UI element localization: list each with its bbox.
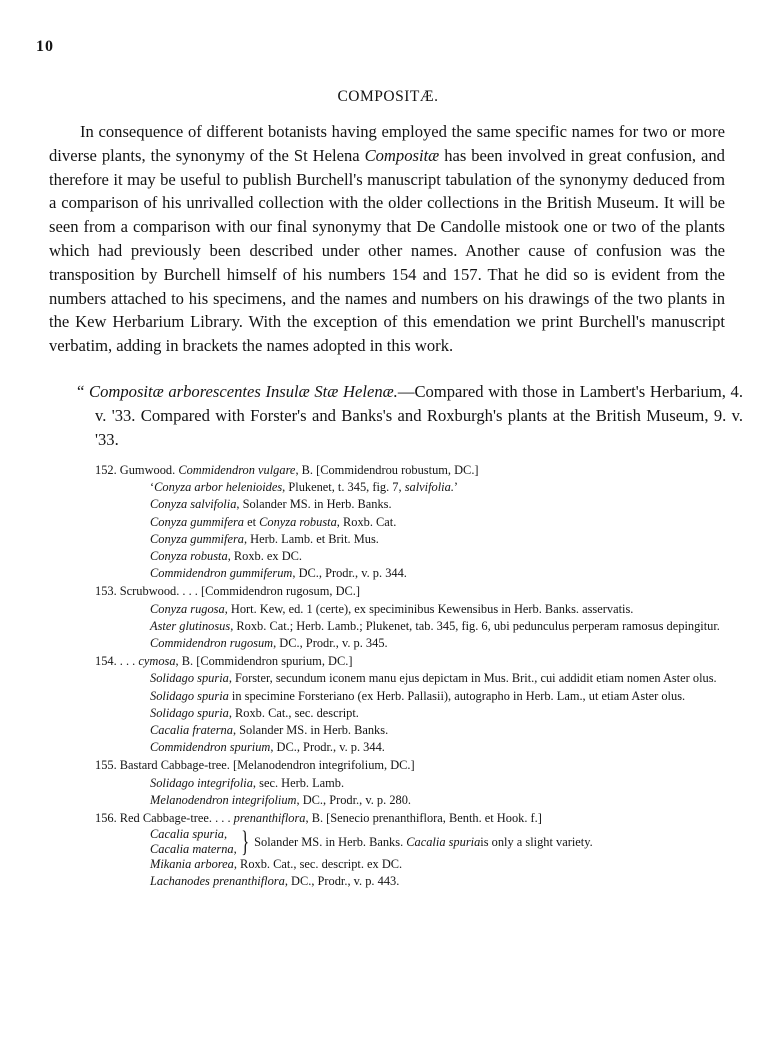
synonym-name: Cacalia spuria (406, 834, 481, 849)
synonym-ref: , Hort. Kew, ed. 1 (certe), ex speciminibus Kewensibus in Herb. Banks. asservatis. (224, 601, 634, 616)
synonym-ref: , Roxb. Cat.; Herb. Lamb.; Plukenet, tab. 345, fig. 6, ubi pedunculus perperam ramosus depingitur. (230, 618, 720, 633)
entry-152 (95, 462, 727, 582)
synonym-ref: , DC., Prodr., v. p. 443. (284, 874, 400, 889)
synonym-line (150, 514, 727, 531)
intro-text-cont: has been involved in great confusion, and therefore it may be useful to publish Burchell's manuscript tabulation of the synonymy deduced from a comparison of his unrivalled collection with the older collections in the British Museum. It will be seen from a comparison with our final synonymy that De Candolle mistook one or two of the plants which had previously been described under other names. Another cause of confusion was the transposition by Burchell himself of his numbers 154 and 157. That he did so is evident from the numbers attached to his specimens, and the names and numbers on his drawings of the two plants in the Kew Herbarium Library. With the exception of this emendation we print Burchell's manuscript verbatim, adding in brackets the names adopted in this work. (49, 145, 725, 356)
right-brace-icon: } (240, 824, 249, 858)
entry-number-name: 156. Red Cabbage-tree. . . . (95, 811, 234, 826)
synonym-line (150, 565, 727, 582)
synonym-ref: , Roxb. Cat. (336, 514, 397, 529)
synonym-name: Mikania arborea (150, 857, 234, 872)
synonym-ref: et (243, 514, 260, 529)
synonym-name: Aster glutinosus (150, 618, 231, 633)
synonym-line (150, 705, 727, 722)
entry-153 (95, 583, 727, 652)
entry-accepted-name: , B. [Commidendron spurium, DC.] (175, 654, 353, 669)
synonym-ref: , Solander MS. in Herb. Banks. (232, 723, 389, 738)
intro-paragraph (49, 120, 725, 358)
synonym-line (150, 635, 727, 652)
synonym-name: Conyza robusta (150, 549, 228, 564)
synonymy-list (95, 462, 727, 892)
synonym-name: Commidendron gummiferum (150, 566, 293, 581)
synonym-ref: , Plukenet, t. 345, fig. 7, (282, 480, 405, 495)
open-quote: ‘ (150, 480, 155, 495)
entry-heading: 155. Bastard Cabbage-tree. [Melanodendron integrifolium, DC.] (95, 758, 415, 773)
synonym-line (150, 670, 727, 687)
synonym-line (150, 601, 727, 618)
synonym-ref: , Forster, secundum iconem manu ejus depictam in Mus. Brit., cui addidit etiam nomen Aster olus. (228, 671, 717, 686)
quote-text: —Compared with those in Lambert's Herbarium, 4. v. '33. Compared with Forster's and Banks's and Roxburgh's plants at the British Museum, 9. v. '33. (95, 382, 744, 449)
synonym-ref: is only a slight variety. (480, 834, 593, 849)
synonym-ref: in specimine Forsteriano (ex Herb. Pallasii), autographo in Herb. Lam., ut etiam Aster olus. (228, 688, 686, 703)
synonym-name: Conyza robusta (259, 514, 337, 529)
synonym-ref: , DC., Prodr., v. p. 280. (296, 792, 412, 807)
synonym-name: Conyza gummifera (150, 531, 244, 546)
page-title: COMPOSITÆ. (337, 88, 439, 105)
synonym-name: Solidago spuria (150, 705, 229, 720)
intro-emphasis: Compositæ (364, 145, 440, 165)
intro-text: In consequence of different botanists having employed the same specific names for two or more diverse plants, the synonymy of the St Helena (49, 122, 725, 165)
entry-heading (95, 810, 727, 827)
synonym-name: Cacalia fraterna (150, 723, 233, 738)
synonym-name: Cacalia spuria, (150, 827, 228, 842)
synonym-name: Lachanodes prenanthiflora (150, 874, 285, 889)
synonym-line (150, 775, 727, 792)
synonym-line (150, 722, 727, 739)
synonym-name: Solidago spuria (150, 671, 229, 686)
synonym-line (150, 873, 727, 890)
synonym-name: Conyza salvifolia (150, 497, 237, 512)
synonym-line (150, 739, 727, 756)
synonym-line (150, 548, 727, 565)
synonym-name: Solidago integrifolia (150, 775, 253, 790)
synonym-ref: Solander MS. in Herb. Banks. (254, 834, 404, 849)
entry-number-name: 152. Gumwood. (95, 463, 176, 477)
synonym-ref: , Herb. Lamb. et Brit. Mus. (243, 531, 379, 546)
quote-heading: Compositæ arborescentes Insulæ Stæ Helenæ. (89, 382, 398, 401)
close-quote: ’ (453, 480, 459, 495)
entry-species: cymosa (138, 654, 176, 669)
entry-heading: 153. Scrubwood. . . . [Commidendron rugosum, DC.] (95, 584, 361, 599)
burchell-quote (77, 380, 743, 451)
synonym-name: Conyza rugosa (150, 601, 225, 616)
synonym-ref: , DC., Prodr., v. p. 344. (292, 566, 407, 581)
synonym-ref: , sec. Herb. Lamb. (252, 775, 345, 790)
entry-number-name: 154. . . . (95, 654, 139, 669)
synonym-line (150, 479, 727, 496)
synonym-ref: , Solander MS. in Herb. Banks. (236, 497, 392, 512)
brace-names (150, 827, 237, 856)
entry-156 (95, 810, 727, 891)
synonym-line (150, 792, 727, 809)
synonym-ref: , Roxb. Cat., sec. descript. (228, 705, 359, 720)
synonym-name: salvifolia. (404, 480, 454, 495)
entry-accepted-name: , B. [Commidendrou robustum, DC.] (295, 463, 479, 477)
synonym-line (150, 618, 727, 635)
entry-species: Commidendron vulgare (178, 463, 296, 477)
synonym-name: Cacalia materna, (150, 841, 237, 856)
entry-154 (95, 653, 727, 756)
synonym-name: Commidendron rugosum (150, 636, 274, 651)
quote-mark: “ (77, 382, 90, 401)
synonym-ref: , Roxb. ex DC. (227, 549, 303, 564)
synonym-name: Conyza gummifera (150, 514, 244, 529)
synonym-name: Solidago spuria (150, 688, 229, 703)
synonym-name: Commidendron spurium (150, 740, 271, 755)
synonym-ref: , Roxb. Cat., sec. descript. ex DC. (233, 857, 403, 872)
entry-heading (95, 653, 727, 670)
entry-species: prenanthiflora (233, 811, 306, 826)
braced-synonyms (150, 824, 727, 858)
entry-accepted-name: , B. [Senecio prenanthiflora, Benth. et Hook. f.] (305, 811, 542, 826)
entry-155 (95, 757, 727, 809)
entry-heading (95, 462, 727, 479)
synonym-ref: , DC., Prodr., v. p. 344. (270, 740, 385, 755)
synonym-ref: , DC., Prodr., v. p. 345. (273, 636, 388, 651)
synonym-line (150, 688, 727, 705)
synonym-name: Melanodendron integrifolium (150, 792, 297, 807)
page-number: 10 (36, 38, 54, 55)
synonym-line (150, 496, 727, 513)
synonym-name: Conyza arbor helenioides (154, 480, 283, 495)
synonym-line (150, 531, 727, 548)
synonym-line (150, 856, 727, 873)
